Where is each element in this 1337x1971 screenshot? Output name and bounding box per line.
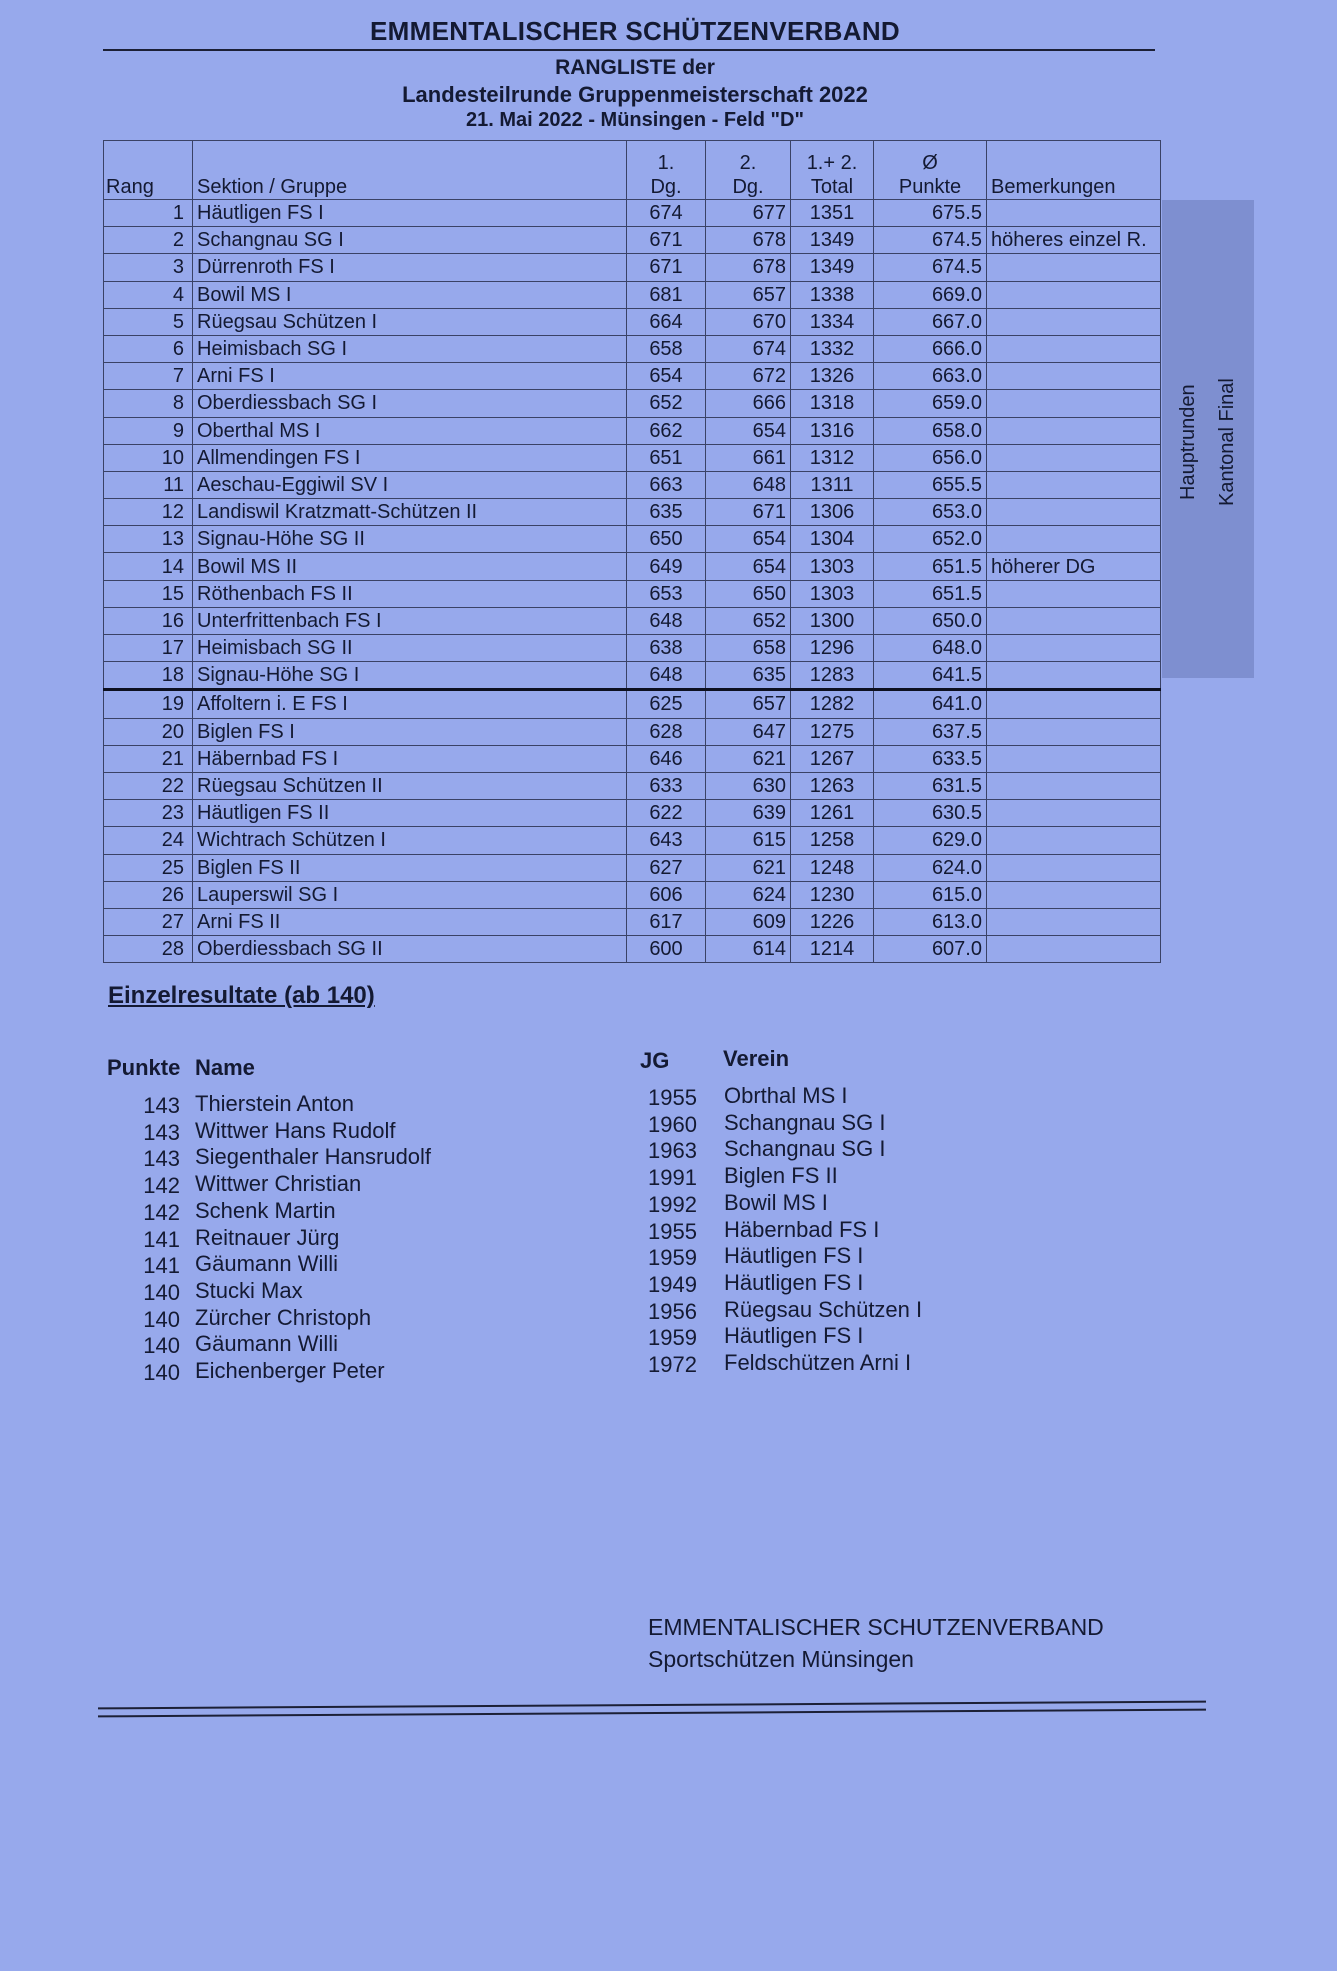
table-row: [104, 745, 1161, 772]
cell-punkte: 651.5: [874, 553, 987, 580]
subtitle-rangliste: RANGLISTE der: [555, 56, 715, 79]
cell-total: 1226: [791, 908, 874, 935]
cell-punkte: 650.0: [874, 607, 987, 634]
einzel-name: Schenk Martin: [195, 1197, 336, 1223]
cell-bemerkungen: [987, 363, 1161, 390]
cell-sektion: Affoltern i. E FS I: [193, 690, 627, 718]
table-row: [104, 281, 1161, 308]
cell-dg1: 671: [627, 227, 706, 254]
cell-sektion: Wichtrach Schützen I: [193, 827, 627, 854]
cell-punkte: 675.5: [874, 200, 987, 227]
cell-dg2: 624: [706, 881, 791, 908]
cell-dg1: 652: [627, 390, 706, 417]
cell-dg2: 639: [706, 800, 791, 827]
cell-dg1: 635: [627, 499, 706, 526]
header-total: 1.+ 2. Total: [791, 141, 874, 200]
cell-dg1: 600: [627, 936, 706, 963]
cell-dg2: 671: [706, 499, 791, 526]
cell-bemerkungen: [987, 607, 1161, 634]
cell-total: 1312: [791, 444, 874, 471]
cell-dg1: 681: [627, 281, 706, 308]
cell-punkte: 653.0: [874, 499, 987, 526]
cell-punkte: 648.0: [874, 635, 987, 662]
cell-dg2: 650: [706, 580, 791, 607]
cell-rang: 17: [104, 635, 193, 662]
cell-rang: 5: [104, 308, 193, 335]
cell-dg1: 653: [627, 580, 706, 607]
cell-sektion: Rüegsau Schützen II: [193, 772, 627, 799]
einzel-verein: Schangnau SG I: [724, 1109, 886, 1135]
einzel-jg: 1972: [648, 1352, 697, 1378]
cell-dg2: 652: [706, 607, 791, 634]
subtitle-competition: Landesteilrunde Gruppenmeisterschaft 2022: [402, 82, 868, 107]
page-title: EMMENTALISCHER SCHÜTZENVERBAND: [370, 16, 900, 46]
cell-bemerkungen: [987, 200, 1161, 227]
cell-rang: 16: [104, 607, 193, 634]
einzel-name: Stucki Max: [195, 1277, 303, 1303]
einzel-verein: Häbernbad FS I: [724, 1216, 880, 1242]
cell-sektion: Landiswil Kratzmatt-Schützen II: [193, 499, 627, 526]
cell-bemerkungen: [987, 690, 1161, 718]
cell-bemerkungen: [987, 881, 1161, 908]
cell-punkte: 615.0: [874, 881, 987, 908]
cell-dg1: 663: [627, 471, 706, 498]
table-row: [104, 800, 1161, 827]
cell-total: 1303: [791, 553, 874, 580]
table-row: [104, 908, 1161, 935]
cell-dg1: 674: [627, 200, 706, 227]
cell-total: 1258: [791, 827, 874, 854]
cell-punkte: 659.0: [874, 390, 987, 417]
cell-total: 1349: [791, 254, 874, 281]
cell-punkte: 629.0: [874, 827, 987, 854]
cell-rang: 10: [104, 444, 193, 471]
cell-total: 1334: [791, 308, 874, 335]
einzel-punkte: 143: [143, 1119, 180, 1145]
cell-punkte: 613.0: [874, 908, 987, 935]
cell-sektion: Rüegsau Schützen I: [193, 308, 627, 335]
ranking-header-row: [104, 141, 1161, 200]
cell-bemerkungen: [987, 444, 1161, 471]
einzel-jg: 1949: [648, 1271, 697, 1297]
table-row: [104, 854, 1161, 881]
cell-dg2: 654: [706, 553, 791, 580]
cell-bemerkungen: höherer DG: [987, 553, 1161, 580]
cell-bemerkungen: [987, 800, 1161, 827]
footer-organisation: EMMENTALISCHER SCHUTZENVERBAND: [648, 1614, 1104, 1640]
cell-bemerkungen: [987, 254, 1161, 281]
table-row: [104, 936, 1161, 963]
table-row: [104, 444, 1161, 471]
cell-rang: 23: [104, 800, 193, 827]
cell-sektion: Heimisbach SG II: [193, 635, 627, 662]
cell-total: 1248: [791, 854, 874, 881]
cell-dg2: 657: [706, 690, 791, 718]
cell-dg2: 661: [706, 444, 791, 471]
einzel-name: Eichenberger Peter: [195, 1358, 385, 1384]
cell-dg2: 630: [706, 772, 791, 799]
cell-punkte: 674.5: [874, 254, 987, 281]
cell-dg2: 615: [706, 827, 791, 854]
einzel-jg: 1963: [648, 1138, 697, 1164]
table-row: [104, 607, 1161, 634]
cell-sektion: Lauperswil SG I: [193, 881, 627, 908]
cell-sektion: Dürrenroth FS I: [193, 254, 627, 281]
cell-dg1: 633: [627, 772, 706, 799]
cell-sektion: Signau-Höhe SG II: [193, 526, 627, 553]
cell-sektion: Bowil MS I: [193, 281, 627, 308]
cell-punkte: 624.0: [874, 854, 987, 881]
einzel-punkte: 143: [143, 1093, 180, 1118]
cell-dg1: 627: [627, 854, 706, 881]
table-row: [104, 471, 1161, 498]
header-punkte: Ø Punkte: [874, 141, 987, 200]
cell-dg1: 658: [627, 335, 706, 362]
table-row: [104, 308, 1161, 335]
einzel-punkte: 141: [143, 1226, 180, 1252]
einzel-jg-list: [648, 1085, 697, 1379]
cell-dg1: 625: [627, 690, 706, 718]
cell-total: 1332: [791, 335, 874, 362]
cell-sektion: Röthenbach FS II: [193, 580, 627, 607]
cell-total: 1263: [791, 772, 874, 799]
cell-dg2: 635: [706, 662, 791, 690]
einzel-jg: 1955: [648, 1218, 697, 1244]
cell-total: 1230: [791, 881, 874, 908]
cell-dg2: 654: [706, 526, 791, 553]
einzel-header-punkte: Punkte: [107, 1055, 181, 1080]
cell-dg2: 678: [706, 254, 791, 281]
einzel-punkte-list: [130, 1093, 180, 1387]
cell-sektion: Häutligen FS II: [193, 800, 627, 827]
cell-rang: 27: [104, 908, 193, 935]
einzel-name: Gäumann Willi: [195, 1251, 339, 1277]
cell-sektion: Schangnau SG I: [193, 227, 627, 254]
cell-dg1: 638: [627, 635, 706, 662]
cell-total: 1326: [791, 363, 874, 390]
cell-dg1: 651: [627, 444, 706, 471]
cell-total: 1311: [791, 471, 874, 498]
cell-rang: 26: [104, 881, 193, 908]
einzel-jg: 1955: [648, 1085, 697, 1110]
cell-bemerkungen: [987, 335, 1161, 362]
einzel-jg: 1960: [648, 1111, 697, 1137]
cell-rang: 13: [104, 526, 193, 553]
cell-punkte: 658.0: [874, 417, 987, 444]
einzel-verein: Obrthal MS I: [724, 1083, 848, 1108]
cell-dg2: 621: [706, 745, 791, 772]
footer-rule-upper: [98, 1701, 1206, 1710]
table-row: [104, 335, 1161, 362]
cell-punkte: 667.0: [874, 308, 987, 335]
cell-dg2: 677: [706, 200, 791, 227]
cell-rang: 19: [104, 690, 193, 718]
cell-sektion: Arni FS I: [193, 363, 627, 390]
cell-total: 1349: [791, 227, 874, 254]
einzel-jg: 1959: [648, 1245, 697, 1271]
einzel-punkte: 143: [143, 1146, 180, 1172]
cell-sektion: Aeschau-Eggiwil SV I: [193, 471, 627, 498]
header-sektion: Sektion / Gruppe: [193, 141, 627, 200]
cell-punkte: 663.0: [874, 363, 987, 390]
cell-total: 1303: [791, 580, 874, 607]
cell-bemerkungen: [987, 526, 1161, 553]
header-rang: Rang: [104, 141, 193, 200]
cell-dg1: 628: [627, 718, 706, 745]
table-row: [104, 827, 1161, 854]
cell-dg1: 606: [627, 881, 706, 908]
title-rule: [103, 49, 1155, 51]
cell-dg1: 648: [627, 662, 706, 690]
cell-sektion: Oberthal MS I: [193, 417, 627, 444]
einzel-header-verein: Verein: [723, 1046, 790, 1071]
cell-dg1: 648: [627, 607, 706, 634]
cell-rang: 4: [104, 281, 193, 308]
cell-rang: 14: [104, 553, 193, 580]
einzel-verein: Rüegsau Schützen I: [724, 1296, 923, 1322]
cell-total: 1318: [791, 390, 874, 417]
cell-punkte: 641.5: [874, 662, 987, 690]
ranking-table: [103, 140, 1161, 963]
cell-total: 1282: [791, 690, 874, 718]
cell-sektion: Oberdiessbach SG II: [193, 936, 627, 963]
table-row: [104, 499, 1161, 526]
einzel-verein: Häutligen FS I: [724, 1323, 864, 1349]
cell-bemerkungen: [987, 827, 1161, 854]
cell-dg2: 666: [706, 390, 791, 417]
cell-punkte: 666.0: [874, 335, 987, 362]
cell-rang: 22: [104, 772, 193, 799]
cell-sektion: Bowil MS II: [193, 553, 627, 580]
cell-total: 1338: [791, 281, 874, 308]
cell-dg2: 658: [706, 635, 791, 662]
cell-punkte: 655.5: [874, 471, 987, 498]
cell-dg2: 614: [706, 936, 791, 963]
cell-bemerkungen: [987, 281, 1161, 308]
table-row: [104, 553, 1161, 580]
table-row: [104, 417, 1161, 444]
table-row: [104, 526, 1161, 553]
cell-total: 1316: [791, 417, 874, 444]
cell-total: 1300: [791, 607, 874, 634]
einzel-name: Thierstein Anton: [195, 1091, 354, 1116]
footer-rule-lower: [98, 1709, 1206, 1718]
einzel-name: Reitnauer Jürg: [195, 1224, 340, 1250]
einzel-jg: 1992: [648, 1191, 697, 1217]
cell-punkte: 641.0: [874, 690, 987, 718]
cell-punkte: 630.5: [874, 800, 987, 827]
einzel-verein: Biglen FS II: [724, 1163, 838, 1189]
cell-bemerkungen: [987, 718, 1161, 745]
cell-rang: 24: [104, 827, 193, 854]
subtitle-date-place: 21. Mai 2022 - Münsingen - Feld "D": [466, 109, 804, 131]
cell-rang: 1: [104, 200, 193, 227]
einzel-title: Einzelresultate (ab 140): [108, 982, 375, 1009]
header-bemerkungen: Bemerkungen: [987, 141, 1161, 200]
footer-subtitle: Sportschützen Münsingen: [648, 1646, 914, 1672]
cell-bemerkungen: [987, 772, 1161, 799]
einzel-punkte: 140: [143, 1333, 180, 1359]
cell-rang: 9: [104, 417, 193, 444]
table-row: [104, 580, 1161, 607]
cell-bemerkungen: [987, 417, 1161, 444]
cell-total: 1304: [791, 526, 874, 553]
cell-dg1: 662: [627, 417, 706, 444]
cell-bemerkungen: [987, 854, 1161, 881]
einzel-header-jg: JG: [640, 1048, 670, 1073]
cell-punkte: 633.5: [874, 745, 987, 772]
cell-punkte: 651.5: [874, 580, 987, 607]
cell-rang: 12: [104, 499, 193, 526]
einzel-punkte: 142: [143, 1199, 180, 1225]
cell-rang: 28: [104, 936, 193, 963]
einzel-verein: Häutligen FS I: [724, 1243, 864, 1269]
cell-dg2: 648: [706, 471, 791, 498]
cell-rang: 15: [104, 580, 193, 607]
einzel-name: Wittwer Hans Rudolf: [195, 1117, 396, 1143]
cell-dg2: 678: [706, 227, 791, 254]
header-dg2: 2. Dg.: [706, 141, 791, 200]
table-row: [104, 200, 1161, 227]
cell-total: 1351: [791, 200, 874, 227]
cell-sektion: Biglen FS II: [193, 854, 627, 881]
cell-dg1: 650: [627, 526, 706, 553]
cell-punkte: 631.5: [874, 772, 987, 799]
einzel-verein: Feldschützen Arni I: [724, 1350, 912, 1376]
einzel-header-name: Name: [195, 1055, 255, 1080]
cell-dg2: 621: [706, 854, 791, 881]
table-row: [104, 254, 1161, 281]
cell-sektion: Biglen FS I: [193, 718, 627, 745]
einzel-name-list: [195, 1091, 431, 1385]
einzel-name: Wittwer Christian: [195, 1171, 362, 1197]
cell-dg2: 647: [706, 718, 791, 745]
band-label-hauptrunden: Hauptrunden: [1177, 384, 1199, 500]
cell-sektion: Arni FS II: [193, 908, 627, 935]
ranking-body: [104, 200, 1161, 963]
einzel-verein: Schangnau SG I: [724, 1136, 886, 1162]
cell-rang: 18: [104, 662, 193, 690]
einzel-verein-list: [724, 1083, 922, 1377]
cell-rang: 11: [104, 471, 193, 498]
cell-bemerkungen: [987, 662, 1161, 690]
cell-total: 1283: [791, 662, 874, 690]
cell-total: 1267: [791, 745, 874, 772]
cell-bemerkungen: [987, 471, 1161, 498]
cell-dg2: 670: [706, 308, 791, 335]
einzel-jg: 1959: [648, 1325, 697, 1351]
cell-dg1: 646: [627, 745, 706, 772]
cell-dg2: 674: [706, 335, 791, 362]
einzel-verein: Häutligen FS I: [724, 1269, 864, 1295]
cell-punkte: 656.0: [874, 444, 987, 471]
cell-sektion: Häbernbad FS I: [193, 745, 627, 772]
table-row: [104, 227, 1161, 254]
cell-sektion: Häutligen FS I: [193, 200, 627, 227]
table-row: [104, 635, 1161, 662]
header-dg1: 1. Dg.: [627, 141, 706, 200]
cell-punkte: 669.0: [874, 281, 987, 308]
cell-rang: 7: [104, 363, 193, 390]
table-row: [104, 718, 1161, 745]
einzel-punkte: 140: [143, 1360, 180, 1386]
cell-sektion: Oberdiessbach SG I: [193, 390, 627, 417]
cell-dg1: 643: [627, 827, 706, 854]
cell-bemerkungen: [987, 308, 1161, 335]
cell-dg1: 654: [627, 363, 706, 390]
einzel-jg: 1956: [648, 1298, 697, 1324]
cell-dg1: 649: [627, 553, 706, 580]
cell-bemerkungen: [987, 390, 1161, 417]
cell-dg1: 617: [627, 908, 706, 935]
kantonal-final-band: [1162, 200, 1254, 678]
cell-punkte: 652.0: [874, 526, 987, 553]
einzel-jg: 1991: [648, 1165, 697, 1191]
cell-total: 1214: [791, 936, 874, 963]
cell-rang: 2: [104, 227, 193, 254]
cell-rang: 6: [104, 335, 193, 362]
cell-total: 1261: [791, 800, 874, 827]
cell-total: 1296: [791, 635, 874, 662]
cell-dg2: 654: [706, 417, 791, 444]
band-label-kantonal-final: Kantonal Final: [1216, 378, 1238, 506]
einzel-punkte: 141: [143, 1253, 180, 1279]
einzel-punkte: 142: [143, 1173, 180, 1199]
table-row: [104, 363, 1161, 390]
cell-bemerkungen: [987, 936, 1161, 963]
einzel-punkte: 140: [143, 1279, 180, 1305]
cell-bemerkungen: [987, 499, 1161, 526]
cell-rang: 20: [104, 718, 193, 745]
table-row: [104, 772, 1161, 799]
cell-bemerkungen: [987, 635, 1161, 662]
cell-bemerkungen: [987, 745, 1161, 772]
table-row: [104, 881, 1161, 908]
cell-dg2: 672: [706, 363, 791, 390]
cell-dg2: 609: [706, 908, 791, 935]
einzel-verein: Bowil MS I: [724, 1189, 828, 1215]
table-row: [104, 690, 1161, 718]
cell-bemerkungen: [987, 580, 1161, 607]
cell-sektion: Heimisbach SG I: [193, 335, 627, 362]
cell-rang: 3: [104, 254, 193, 281]
table-row: [104, 390, 1161, 417]
cell-punkte: 674.5: [874, 227, 987, 254]
cell-sektion: Allmendingen FS I: [193, 444, 627, 471]
table-row: [104, 662, 1161, 690]
einzel-name: Zürcher Christoph: [195, 1304, 372, 1330]
cell-dg1: 664: [627, 308, 706, 335]
cell-bemerkungen: höheres einzel R.: [987, 227, 1161, 254]
cell-dg1: 622: [627, 800, 706, 827]
cell-rang: 25: [104, 854, 193, 881]
cell-rang: 21: [104, 745, 193, 772]
einzel-name: Gäumann Willi: [195, 1331, 339, 1357]
cell-punkte: 607.0: [874, 936, 987, 963]
cell-punkte: 637.5: [874, 718, 987, 745]
cell-dg2: 657: [706, 281, 791, 308]
cell-total: 1306: [791, 499, 874, 526]
cell-total: 1275: [791, 718, 874, 745]
einzel-punkte: 140: [143, 1306, 180, 1332]
cell-sektion: Unterfrittenbach FS I: [193, 607, 627, 634]
cell-dg1: 671: [627, 254, 706, 281]
cell-rang: 8: [104, 390, 193, 417]
einzel-name: Siegenthaler Hansrudolf: [195, 1144, 432, 1170]
cell-sektion: Signau-Höhe SG I: [193, 662, 627, 690]
cell-bemerkungen: [987, 908, 1161, 935]
